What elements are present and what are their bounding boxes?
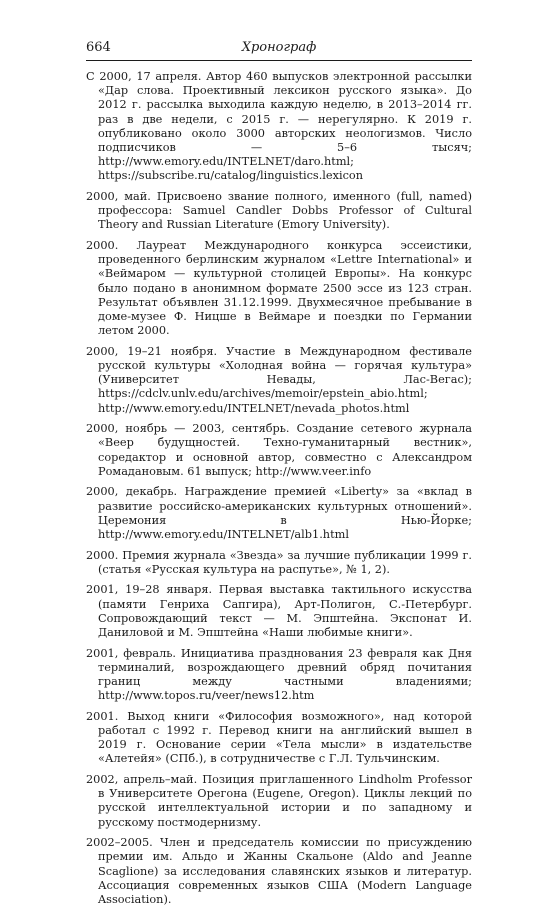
chronology-entry: 2000, ноябрь — 2003, сентябрь. Создание сетевого журнала «Веер будущностей. Техно-гуманитарный вестник», соредактор и основной автор, совместно с Александром Ромадановым. 61 выпуск; http://www.veer.info	[86, 422, 472, 478]
page-header	[86, 40, 472, 61]
running-title: Хронограф	[241, 40, 317, 55]
page-number: 664	[86, 40, 111, 55]
chronology-entry: 2002, апрель–май. Позиция приглашенного Lindholm Professor в Университете Орегона (Eugene, Oregon). Циклы лекций по русской интеллектуальной истории и по западному и русскому постмодернизму.	[86, 773, 472, 829]
chronology-entry: С 2000, 17 апреля. Автор 460 выпусков электронной рассылки «Дар слова. Проективный лексикон русского языка». До 2012 г. рассылка выходила каждую неделю, в 2013–2014 гг. раз в две недели, с 2015 г. — нерегулярно. К 2019 г. опубликовано около 3000 авторских неологизмов. Число подписчиков — 5–6 тысяч; http://www.emory.edu/INTELNET/daro.html; https://subscribe.ru/catalog/linguistics.lexicon	[86, 70, 472, 183]
chronology-entry: 2001, 19–28 января. Первая выставка тактильного искусства (памяти Генриха Сапгира), Арт-Полигон, С.-Петербург. Сопровождающий текст — М. Эпштейна. Экспонат И. Даниловой и М. Эпштейна «Наши любимые книги».	[86, 583, 472, 640]
chronology-entry: 2000. Премия журнала «Звезда» за лучшие публикации 1999 г. (статья «Русская культура на распутье», № 1, 2).	[86, 548, 472, 576]
chronology-entry: 2000, 19–21 ноября. Участие в Международном фестивале русской культуры «Холодная война — горячая культура» (Университет Невады, Лас-Вегас); https://cdclv.unlv.edu/archives/memoir/epstein_abio.html; http://www.emory.edu/INTELNET/nevada_photos.html	[86, 344, 472, 415]
chronology-entries	[86, 70, 472, 914]
chronology-entry: 2000, май. Присвоено звание полного, именного (full, named) профессора: Samuel Candler Dobbs Professor of Cultural Theory and Russian Literature (Emory University).	[86, 190, 472, 232]
chronology-entry: 2001. Выход книги «Философия возможного», над которой работал с 1992 г. Перевод книги на английский вышел в 2019 г. Основание серии «Тела мысли» в издательстве «Алетейя» (СПб.), в сотрудничестве с Г.Л. Тульчинским.	[86, 709, 472, 766]
chronology-entry: 2000, декабрь. Награждение премией «Liberty» за «вклад в развитие российско-американских культурных отношений». Церемония в Нью-Йорке; http://www.emory.edu/INTELNET/alb1.html	[86, 485, 472, 542]
chronology-entry: 2000. Лауреат Международного конкурса эссеистики, проведенного берлинским журналом «Lettre International» и «Веймаром — культурной столицей Европы». На конкурс было подано в анонимном формате 2500 эссе из 123 стран. Результат объявлен 31.12.1999. Двухмесячное пребывание в доме-музее Ф. Ницше в Веймаре и поездки по Германии летом 2000.	[86, 239, 472, 338]
chronology-entry: 2002–2005. Член и председатель комиссии по присуждению премии им. Альдо и Жанны Скальоне (Aldo and Jeanne Scaglione) за исследования славянских языков и литератур. Ассоциация современных языков США (Modern Language Association).	[86, 836, 472, 907]
chronology-entry: 2001, февраль. Инициатива празднования 23 февраля как Дня терминалий, возрождающего древний обряд почитания границ между частными владениями; http://www.topos.ru/veer/news12.htm	[86, 646, 472, 703]
